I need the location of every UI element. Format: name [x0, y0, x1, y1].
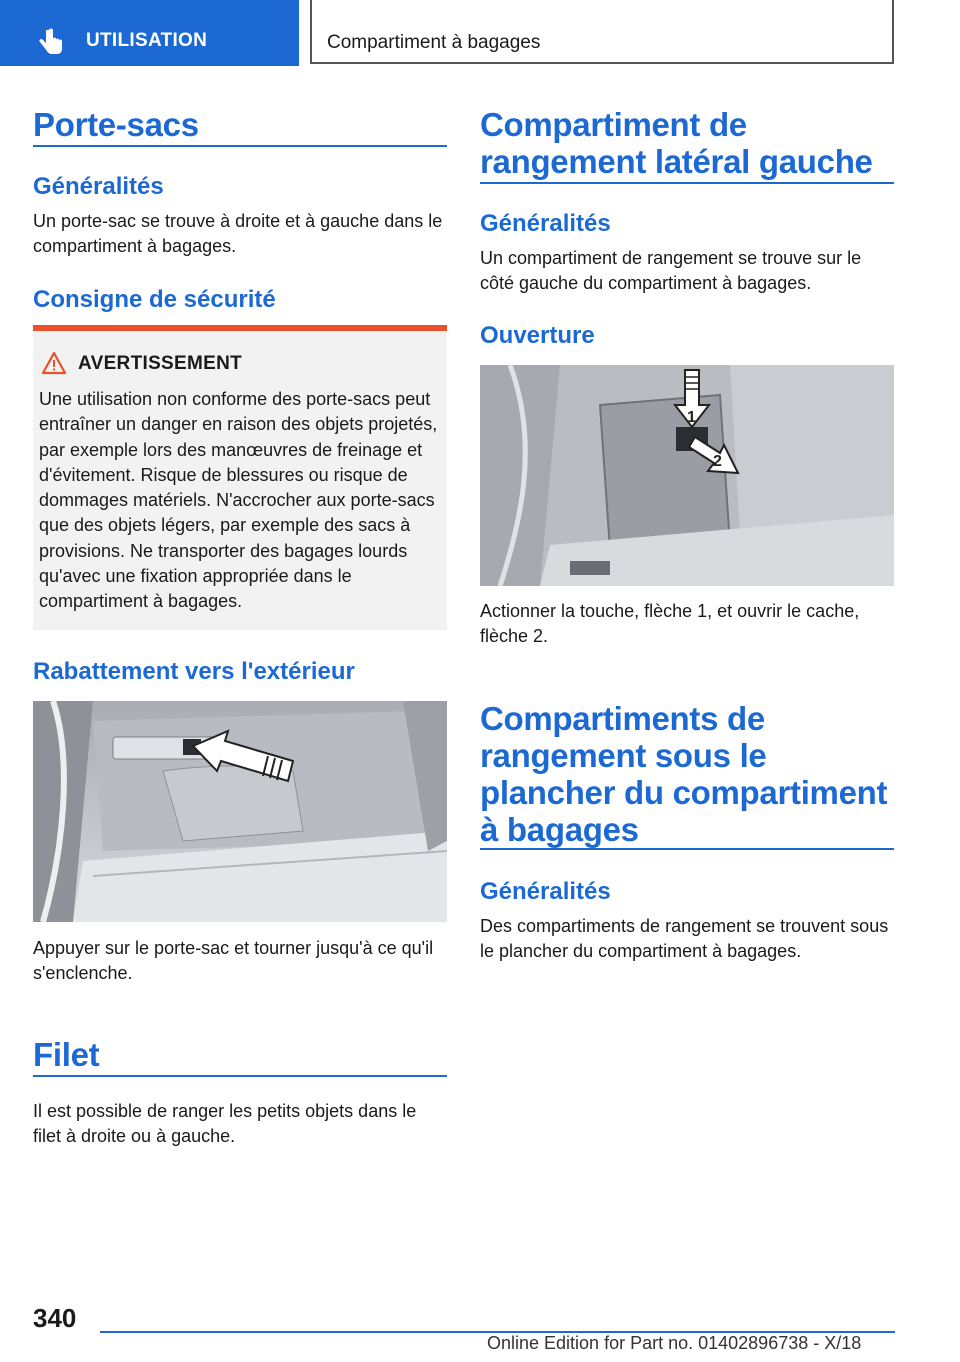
arrow-label-2: 2: [713, 453, 722, 470]
paragraph-generalites: Un porte-sac se trouve à droite et à gauche dans le compartiment à bagages.: [33, 211, 443, 256]
section-tab[interactable]: [0, 0, 299, 66]
paragraph-ouverture: Actionner la touche, flèche 1, et ouvrir le cache, flèche 2.: [480, 601, 860, 646]
subheading-generalites-plancher: Généralités: [480, 878, 611, 905]
heading-plancher: Compartiments de rangement sous le plancher du compartiment à bagages: [480, 700, 888, 848]
page-number: 340: [33, 1303, 77, 1333]
breadcrumb-text: Compartiment à bagages: [327, 32, 541, 53]
section-label: UTILISATION: [86, 30, 208, 51]
warning-bar: [33, 325, 447, 331]
photo-side-compartment: [480, 365, 894, 586]
photo-bag-hook: [33, 701, 447, 922]
subheading-consigne: Consigne de sécurité: [33, 286, 276, 313]
paragraph-filet: Il est possible de ranger les petits objets dans le filet à droite ou à gauche.: [33, 1101, 417, 1146]
heading-rule: [33, 145, 447, 147]
footer-edition: Online Edition for Part no. 01402896738 - X/18: [487, 1333, 862, 1353]
hand-pointer-icon: [38, 28, 64, 56]
heading-porte-sacs: Porte-sacs: [33, 106, 199, 143]
subheading-generalites-lateral: Généralités: [480, 210, 611, 237]
breadcrumb: [310, 0, 894, 64]
subheading-generalites: Généralités: [33, 173, 164, 200]
paragraph-generalites-plancher: Des compartiments de rangement se trouvent sous le plancher du compartiment à bagages.: [480, 916, 889, 961]
warning-triangle-icon: [41, 351, 67, 375]
heading-rule: [480, 848, 894, 850]
warning-box: [33, 325, 447, 630]
subheading-rabattement: Rabattement vers l'extérieur: [33, 658, 355, 685]
heading-rule: [480, 182, 894, 184]
paragraph-generalites-lateral: Un compartiment de rangement se trouve sur le côté gauche du compartiment à bagages.: [480, 248, 862, 293]
arrow-label-1: 1: [687, 409, 696, 426]
paragraph-rabattement: Appuyer sur le porte-sac et tourner jusqu'à ce qu'il s'enclenche.: [33, 938, 434, 983]
heading-rule: [33, 1075, 447, 1077]
heading-lateral: Compartiment de rangement latéral gauche: [480, 106, 873, 180]
heading-filet: Filet: [33, 1036, 100, 1073]
subheading-ouverture: Ouverture: [480, 322, 595, 349]
warning-text: Une utilisation non conforme des porte-sacs peut entraîner un danger en raison des objets projetés, par exemple lors des manœuvres de freinage et d'évitement. Risque de blessures ou risque de dommages matériels. N'accrocher aux porte-sacs que des objets légers, par exemple des sacs à provisions. Ne transporter des bagages lourds qu'avec une fixation appropriée dans le compartiment à bagages.: [39, 389, 438, 612]
warning-title: AVERTISSEMENT: [78, 353, 243, 374]
